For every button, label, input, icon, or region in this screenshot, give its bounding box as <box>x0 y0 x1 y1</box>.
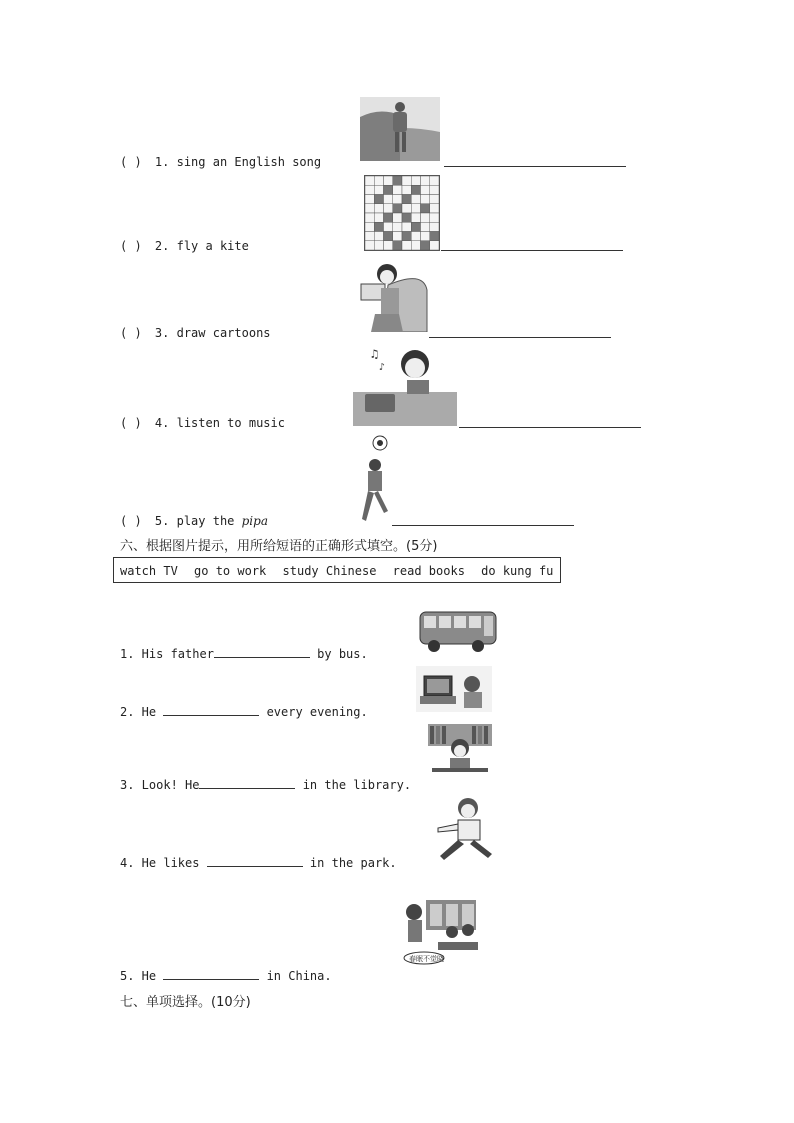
fill-blank[interactable] <box>163 969 259 980</box>
match-item-1 <box>120 155 321 169</box>
chess-square <box>374 222 383 231</box>
chess-square <box>421 222 430 231</box>
match-text <box>155 514 268 528</box>
chess-square <box>384 195 393 204</box>
match-text: 4. listen to music <box>154 416 285 430</box>
sentence-2 <box>120 705 368 719</box>
chess-square <box>365 204 374 213</box>
sentence-3 <box>120 778 411 792</box>
sentence-text: 1. His father <box>120 647 214 661</box>
fill-blank[interactable] <box>214 647 310 658</box>
kung-fu-picture <box>434 796 498 862</box>
answer-paren[interactable]: ( ) <box>120 239 142 253</box>
chess-square <box>374 176 383 185</box>
chess-square <box>421 204 430 213</box>
answer-paren[interactable]: ( ) <box>120 416 142 430</box>
chess-square <box>421 195 430 204</box>
chess-square <box>430 185 439 194</box>
watching-tv-picture <box>416 666 492 712</box>
chess-square <box>393 176 402 185</box>
word-bank <box>113 557 561 583</box>
fill-blank[interactable] <box>163 705 259 716</box>
hiking-picture <box>360 97 440 161</box>
chess-square <box>393 241 402 250</box>
svg-text:♫: ♫ <box>371 347 379 361</box>
word-bank-item: study Chinese <box>282 564 377 578</box>
chess-square <box>421 176 430 185</box>
sentence-text: in the park. <box>302 856 397 870</box>
chess-square <box>384 232 393 241</box>
word-bank-item: read books <box>392 564 465 578</box>
chess-square <box>430 213 439 222</box>
chess-square <box>384 213 393 222</box>
chess-square <box>365 185 374 194</box>
answer-blank-3[interactable] <box>429 337 611 338</box>
match-item-4 <box>120 416 285 430</box>
chess-square <box>384 222 393 231</box>
svg-text:♪: ♪ <box>379 362 386 373</box>
chess-square <box>402 213 411 222</box>
chess-square <box>365 232 374 241</box>
word-bank-item: do kung fu <box>481 564 554 578</box>
sentence-text: by bus. <box>309 647 368 661</box>
chess-square <box>411 222 420 231</box>
answer-blank-1[interactable] <box>444 166 626 167</box>
chess-square <box>430 204 439 213</box>
chess-square <box>365 241 374 250</box>
sentence-text: 4. He likes <box>120 856 207 870</box>
classroom-picture <box>402 898 478 972</box>
chess-square <box>384 241 393 250</box>
chess-square <box>374 204 383 213</box>
chess-square <box>374 232 383 241</box>
chess-square <box>402 195 411 204</box>
chess-square <box>430 176 439 185</box>
chess-square <box>393 213 402 222</box>
chess-square <box>393 222 402 231</box>
chess-square <box>411 195 420 204</box>
chess-square <box>402 176 411 185</box>
answer-blank-4[interactable] <box>459 427 641 428</box>
section-6-heading: 六、根据图片提示，用所给短语的正确形式填空。(5分) <box>120 539 438 554</box>
chess-square <box>384 176 393 185</box>
chess-square <box>421 241 430 250</box>
classroom-sign-text: 春眠不觉晓 <box>409 955 444 963</box>
chess-square <box>421 213 430 222</box>
sentence-text: 3. Look! He <box>120 778 200 792</box>
chess-square <box>393 195 402 204</box>
match-item-2 <box>120 239 249 253</box>
match-text: 3. draw cartoons <box>154 326 271 340</box>
sentence-text: 2. He <box>120 705 164 719</box>
chess-square <box>365 222 374 231</box>
chess-square <box>430 241 439 250</box>
chess-square <box>374 185 383 194</box>
answer-paren[interactable]: ( ) <box>120 514 142 528</box>
fill-blank[interactable] <box>199 778 295 789</box>
sentence-text: 5. He <box>120 969 164 983</box>
sentence-text: in the library. <box>295 778 412 792</box>
chess-square <box>411 241 420 250</box>
bus-picture <box>418 606 498 654</box>
chess-square <box>374 213 383 222</box>
answer-blank-2[interactable] <box>441 250 623 251</box>
chess-square <box>430 195 439 204</box>
word-bank-item: go to work <box>194 564 267 578</box>
answer-paren[interactable]: ( ) <box>120 326 142 340</box>
chess-board-grid <box>365 176 439 250</box>
match-text: 2. fly a kite <box>154 239 249 253</box>
chess-square <box>411 213 420 222</box>
chess-board-picture <box>364 175 440 251</box>
listening-music-picture <box>353 344 457 426</box>
match-text: 1. sing an English song <box>154 155 322 169</box>
chess-square <box>402 241 411 250</box>
chess-square <box>430 222 439 231</box>
chess-square <box>430 232 439 241</box>
match-item-5 <box>120 514 268 528</box>
section-7-heading: 七、单项选择。(10分) <box>120 995 251 1010</box>
sentence-text: every evening. <box>259 705 368 719</box>
chess-square <box>411 204 420 213</box>
sentence-4 <box>120 856 397 870</box>
chess-square <box>374 195 383 204</box>
chess-square <box>421 232 430 241</box>
chess-square <box>393 204 402 213</box>
chess-square <box>411 176 420 185</box>
match-text-prefix: 5. play the <box>154 514 242 528</box>
chess-square <box>402 232 411 241</box>
answer-blank-5[interactable] <box>392 525 574 526</box>
match-item-3 <box>120 326 271 340</box>
chess-square <box>384 185 393 194</box>
chess-square <box>402 204 411 213</box>
sentence-text: in China. <box>259 969 332 983</box>
chess-square <box>365 176 374 185</box>
chess-square <box>374 241 383 250</box>
chess-square <box>421 185 430 194</box>
fill-blank[interactable] <box>207 856 303 867</box>
chess-square <box>411 185 420 194</box>
answer-paren[interactable]: ( ) <box>120 155 142 169</box>
chess-square <box>393 232 402 241</box>
sentence-5 <box>120 969 332 983</box>
chess-square <box>384 204 393 213</box>
reading-girl-picture <box>353 260 429 332</box>
chess-square <box>402 222 411 231</box>
chess-square <box>393 185 402 194</box>
chess-square <box>365 195 374 204</box>
word-bank-item: watch TV <box>120 564 178 578</box>
football-boy-picture <box>358 435 394 525</box>
sentence-1 <box>120 647 368 661</box>
chess-square <box>365 213 374 222</box>
chess-square <box>402 185 411 194</box>
chess-square <box>411 232 420 241</box>
pipa-word: pipa <box>241 514 268 528</box>
library-picture <box>428 724 492 784</box>
